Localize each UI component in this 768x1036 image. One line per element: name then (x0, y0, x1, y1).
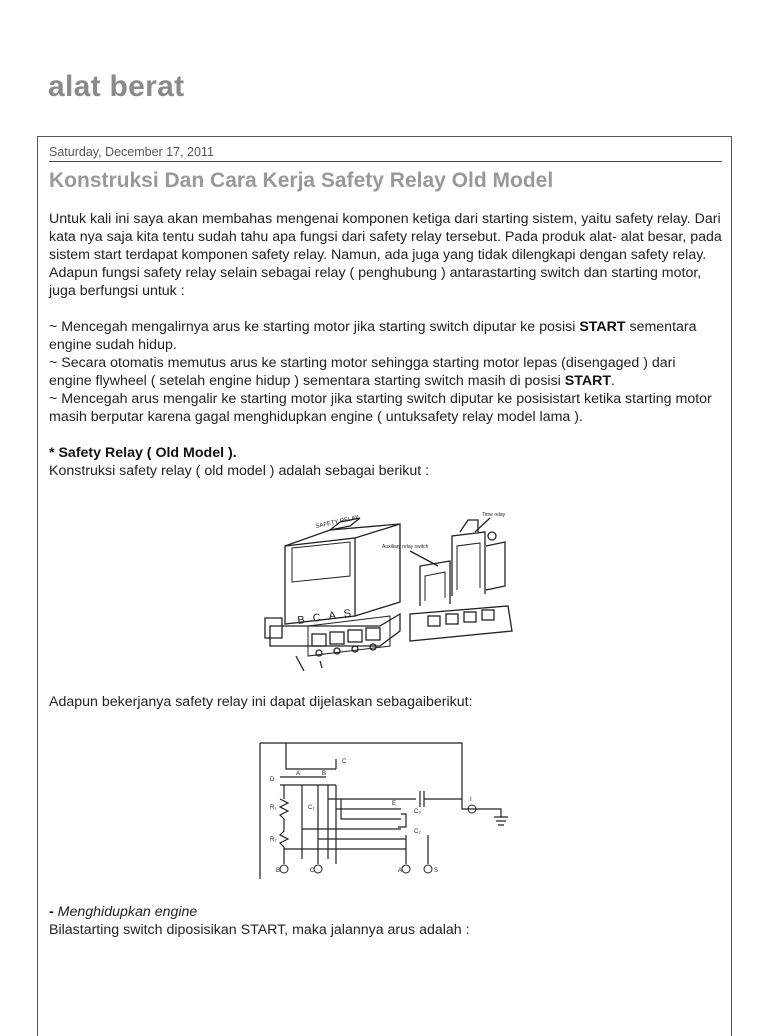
post-container (37, 136, 732, 1036)
circuit-label-e: E (391, 801, 396, 807)
bullet-2: ~ Secara otomatis memutus arus ke starting motor sehingga starting motor lepas (disengaged ) dari engine flywheel ( setelah engine hidup ) sementara starting switch masih di posisi START. (49, 355, 676, 389)
circuit-label-a: A (295, 771, 300, 777)
safety-relay-illustration[interactable] (260, 506, 520, 671)
aux-relay-label: Auxiliary relay switch (381, 544, 428, 550)
circuit-label-b: B (321, 771, 326, 777)
safety-relay-circuit-diagram[interactable] (256, 739, 516, 879)
bullet-3: ~ Mencegah arus mengalir ke starting motor jika starting switch diputar ke posisistart ketika starting motor masih berputar karena gagal menghidupkan engine ( untuksafety relay model lama ). (49, 391, 712, 425)
post-title[interactable]: Konstruksi Dan Cara Kerja Safety Relay Old Model (49, 169, 554, 192)
blog-title[interactable]: alat berat (48, 70, 185, 103)
circuit-label-r2: R₂ (269, 837, 277, 843)
bullet-1: ~ Mencegah mengalirnya arus ke starting motor jika starting switch diputar ke posisi START sementara engine sudah hidup. (49, 319, 697, 353)
time-relay-label: Time relay (481, 512, 505, 518)
cover-label: SAFETY RELAY (314, 514, 360, 530)
post-date: Saturday, December 17, 2011 (49, 145, 722, 162)
section-heading: * Safety Relay ( Old Model ). (49, 445, 237, 461)
circuit-terminal-a: A (397, 868, 402, 874)
circuit-label-d: D (269, 777, 274, 783)
last-paragraph: Bilastarting switch diposisikan START, maka jalannya arus adalah : (49, 922, 470, 938)
circuit-terminal-c: C (309, 868, 314, 874)
explain-text: Adapun bekerjanya safety relay ini dapat dijelaskan sebagaiberikut: (49, 694, 473, 710)
circuit-label-c2: C₂ (413, 829, 421, 835)
circuit-terminal-s: S (433, 868, 438, 874)
terminal-label-b: B (296, 614, 306, 627)
svg-text:BCAS: B C A S (296, 607, 352, 627)
circuit-label-i: I (469, 797, 472, 803)
circuit-label-r1: R₁ (269, 805, 276, 811)
circuit-label-c: C (341, 759, 346, 765)
section-intro-text: Konstruksi safety relay ( old model ) adalah sebagai berikut : (49, 463, 430, 479)
sub-heading: - Menghidupkan engine (49, 904, 198, 920)
circuit-terminal-b: B (275, 868, 280, 874)
circuit-label-c1: C₁ (307, 805, 314, 811)
circuit-label-c3: C₃ (413, 809, 421, 815)
intro-paragraph: Untuk kali ini saya akan membahas mengenai komponen ketiga dari starting sistem, yaitu safety relay. Dari kata nya saja kita tentu sudah tahu apa fungsi dari safety relay tersebut. Pada produk alat- alat besar, pada sistem start terdapat komponen safety relay. Namun, ada juga yang tidak dilengkapi dengan safety relay. Adapun fungsi safety relay selain sebagai relay ( penghubung ) antarastarting switch dan starting motor, juga berfungsi untuk : (49, 211, 722, 299)
post-content (49, 145, 722, 939)
